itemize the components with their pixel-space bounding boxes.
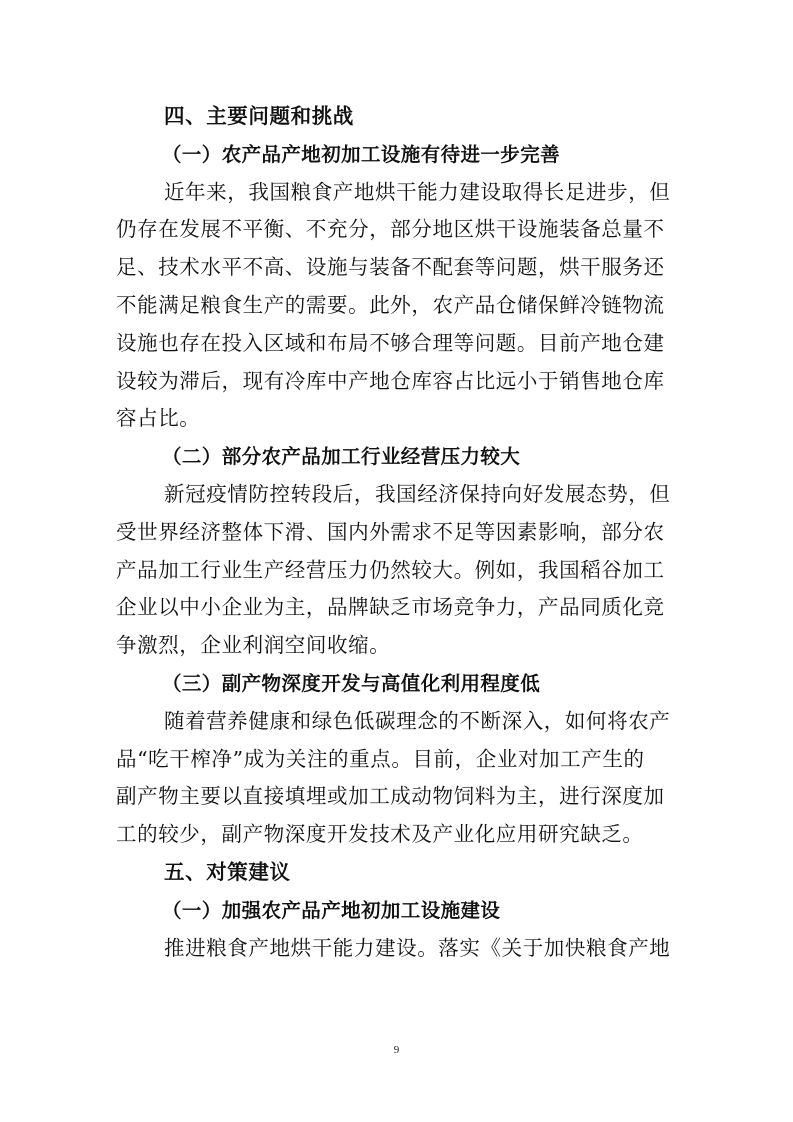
page-number: 9 [393, 1044, 400, 1056]
section-heading: 五、对策建议 [164, 859, 291, 884]
paragraph-first-line: 新冠疫情防控转段后，我国经济保持向好发展态势，但 [164, 481, 671, 506]
body-text-line: 企业以中小企业为主，品牌缺乏市场竞争力，产品同质化竞 [116, 595, 665, 620]
body-text-line: 不能满足粮食生产的需要。此外，农产品仓储保鲜冷链物流 [116, 292, 665, 317]
body-text-line: 品“吃干榨净”成为关注的重点。目前，企业对加工产生的 [116, 746, 645, 771]
paragraph-first-line: 随着营养健康和绿色低碳理念的不断深入，如何将农产 [164, 708, 671, 733]
body-text-line: 产品加工行业生产经营压力仍然较大。例如，我国稻谷加工 [116, 557, 665, 582]
subsection-heading: （二）部分农产品加工行业经营压力较大 [162, 445, 521, 469]
body-text-line: 容占比。 [116, 406, 201, 431]
body-text-line: 设较为滞后，现有冷库中产地仓库容占比远小于销售地仓库 [116, 368, 665, 393]
section-heading: 四、主要问题和挑战 [164, 104, 354, 128]
page-body [116, 98, 681, 967]
body-text-line: 足、技术水平不高、设施与装备不配套等问题，烘干服务还 [116, 255, 665, 280]
subsection-heading: （三）副产物深度开发与高值化利用程度低 [162, 671, 541, 695]
body-text-line: 受世界经济整体下滑、国内外需求不足等因素影响，部分农 [116, 519, 665, 544]
subsection-heading: （一）农产品产地初加工设施有待进一步完善 [162, 142, 561, 166]
paragraph-first-line: 推进粮食产地烘干能力建设。落实《关于加快粮食产地 [164, 935, 671, 960]
paragraph-first-line: 近年来，我国粮食产地烘干能力建设取得长足进步，但 [164, 179, 671, 204]
body-text-line: 仍存在发展不平衡、不充分，部分地区烘干设施装备总量不 [116, 217, 665, 242]
body-text-line: 设施也存在投入区域和布局不够合理等问题。目前产地仓建 [116, 330, 665, 355]
subsection-heading: （一）加强农产品产地初加工设施建设 [162, 898, 501, 922]
body-text-line: 副产物主要以直接填埋或加工成动物饲料为主，进行深度加 [116, 784, 665, 809]
body-text-line: 工的较少，副产物深度开发技术及产业化应用研究缺乏。 [116, 822, 644, 847]
body-text-line: 争激烈，企业利润空间收缩。 [116, 633, 391, 658]
